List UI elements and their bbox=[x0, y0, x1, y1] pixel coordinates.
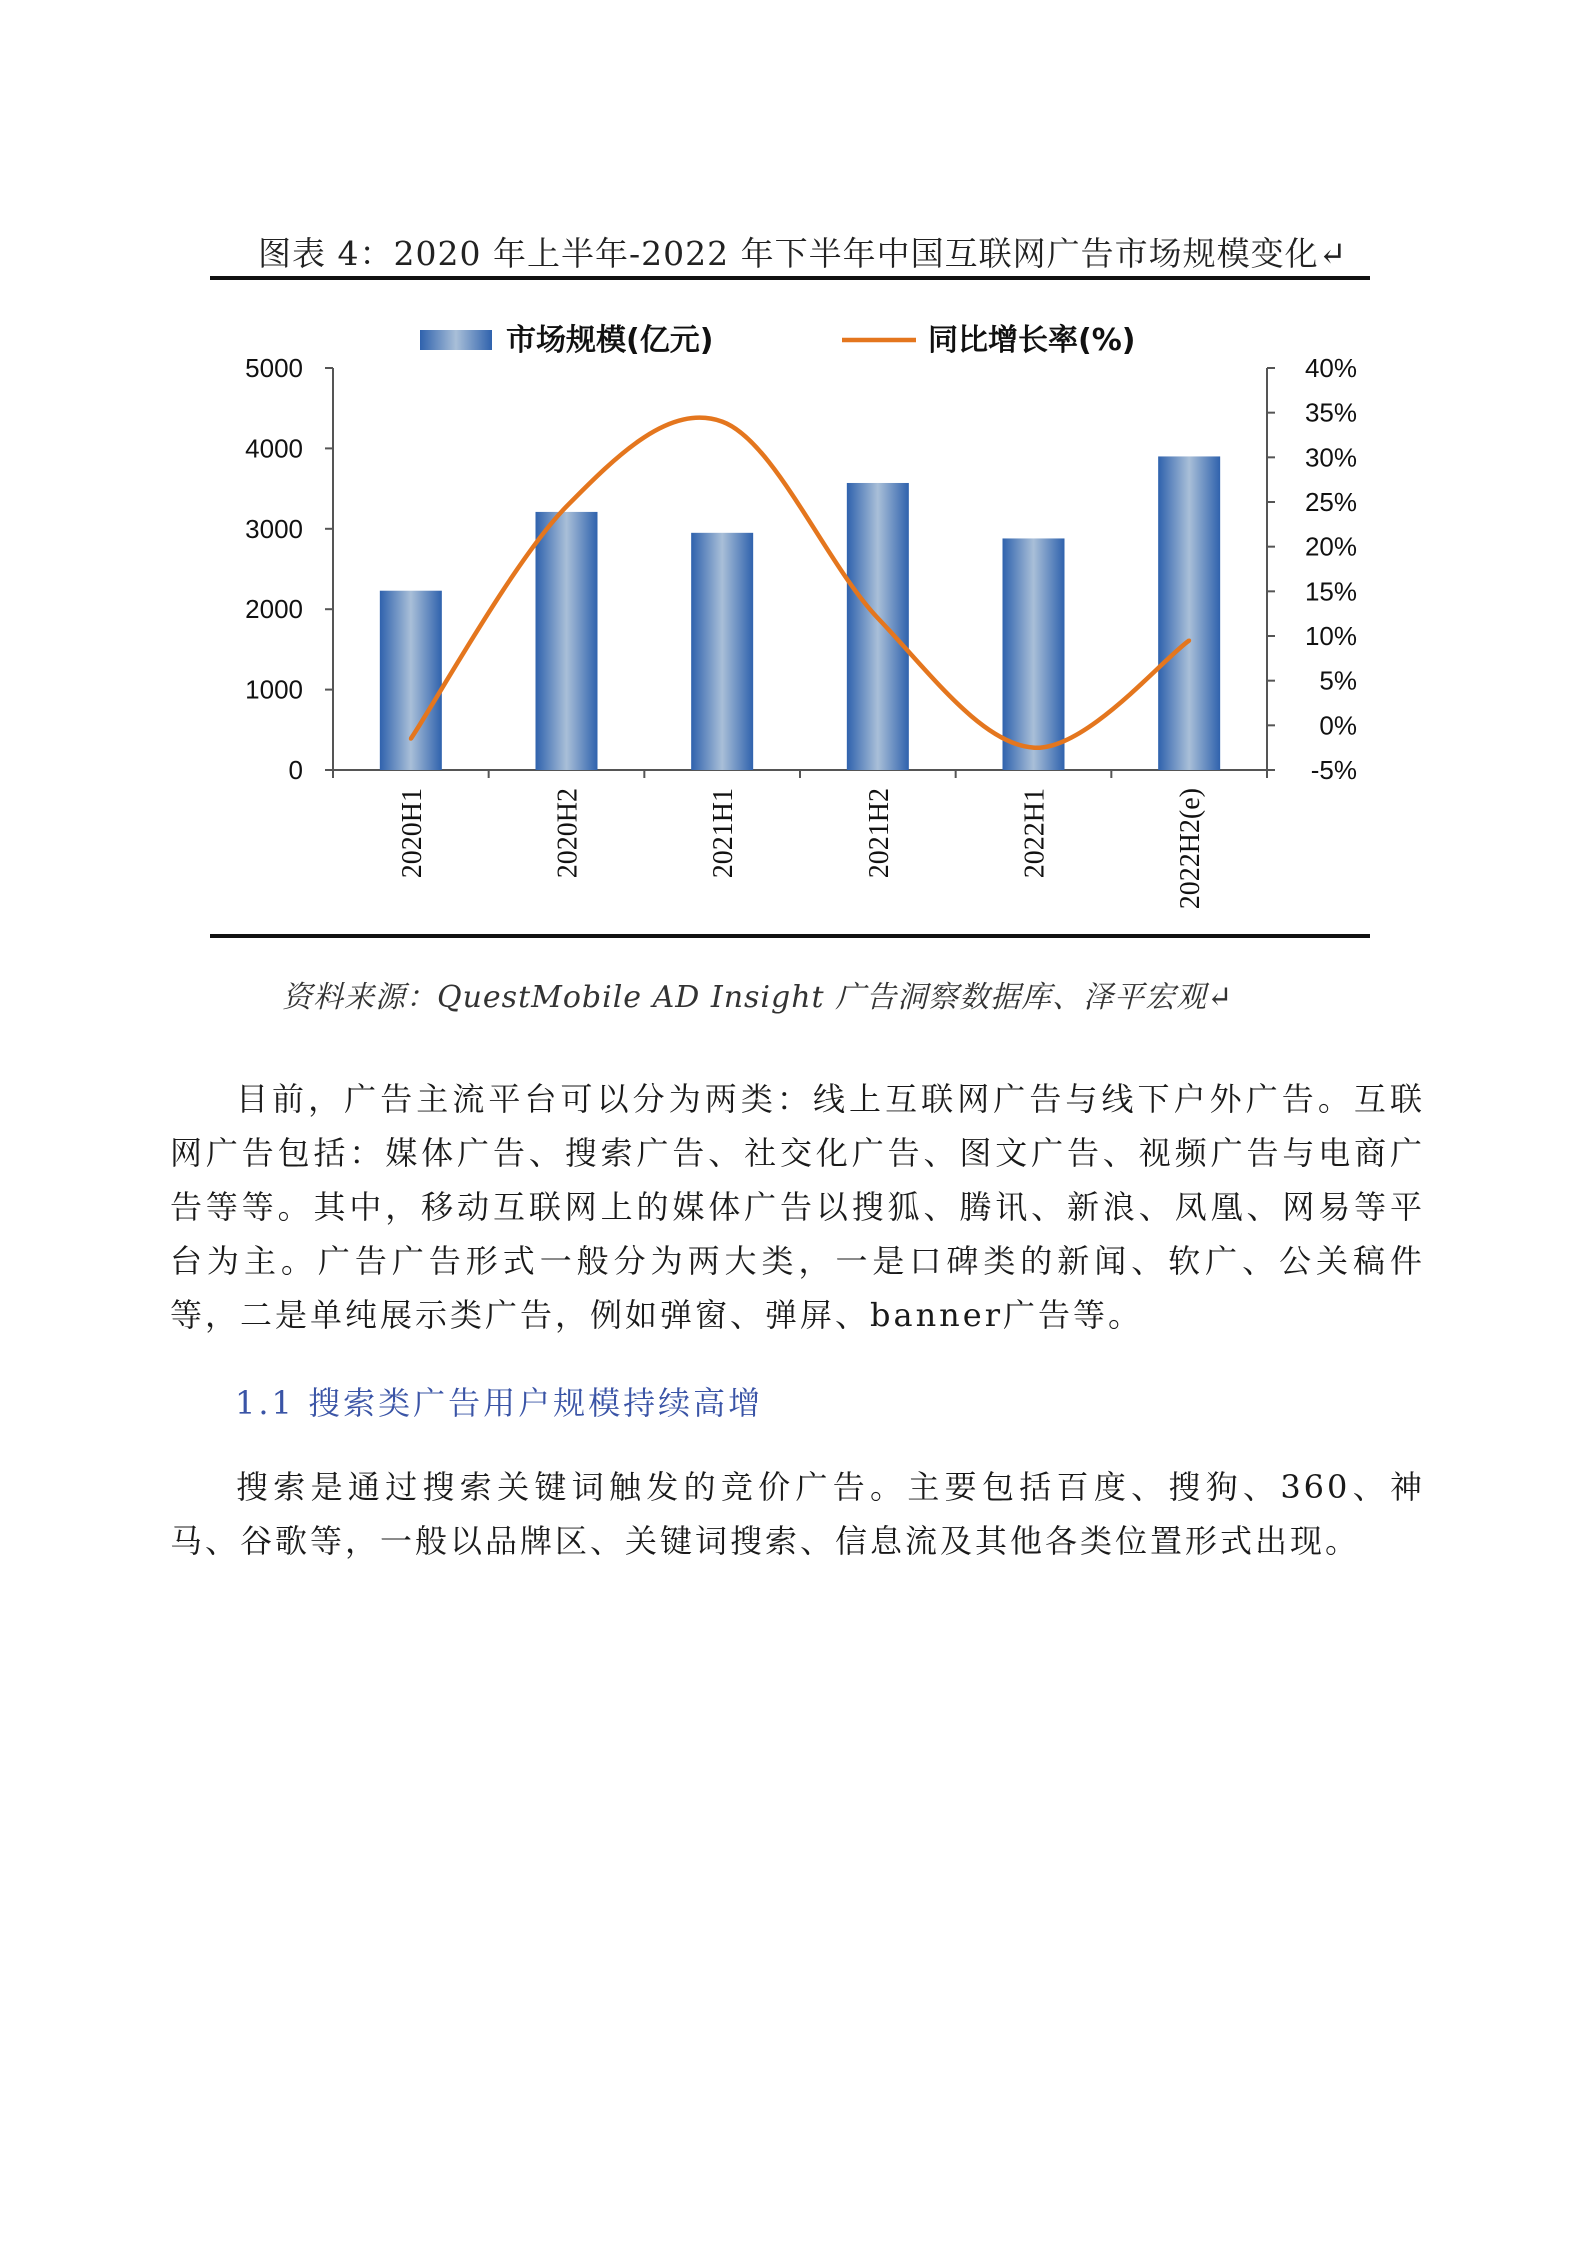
growth-point-2021H1 bbox=[720, 420, 724, 424]
left-axis-tick-label: 3000 bbox=[245, 513, 303, 544]
x-category-label: 2022H2(e) bbox=[1175, 788, 1207, 910]
right-axis-tick-label: 30% bbox=[1304, 442, 1357, 473]
x-category-label: 2021H1 bbox=[708, 788, 740, 879]
section-heading: 1.1 搜索类广告用户规模持续高增 bbox=[235, 1384, 764, 1422]
left-axis-tick-label: 0 bbox=[288, 755, 303, 785]
left-axis-tick-label: 5000 bbox=[245, 353, 303, 383]
figure-source: 资料来源：QuestMobile AD Insight 广告洞察数据库、泽平宏观↵ bbox=[282, 980, 1234, 1015]
legend-bar-label: 市场规模(亿元) bbox=[506, 323, 714, 358]
line-series bbox=[409, 418, 1191, 750]
right-axis-tick-label: 25% bbox=[1304, 487, 1357, 517]
right-axis-tick-label: 35% bbox=[1304, 397, 1357, 428]
growth-point-2020H2 bbox=[565, 504, 569, 508]
right-axis-tick-label: 10% bbox=[1304, 621, 1357, 651]
growth-point-2020H1 bbox=[409, 737, 413, 741]
x-category-label: 2021H2 bbox=[863, 788, 895, 879]
market-size-chart bbox=[210, 280, 1370, 932]
left-axis-tick-label: 1000 bbox=[245, 674, 303, 705]
legend-line-label: 同比增长率(%) bbox=[928, 323, 1136, 358]
x-category-label: 2020H1 bbox=[396, 788, 428, 879]
figure-bottom-rule bbox=[210, 934, 1370, 938]
growth-point-2021H2 bbox=[876, 616, 880, 620]
growth-point-2022H2(e) bbox=[1187, 638, 1191, 642]
figure-title: 图表 4：2020 年上半年-2022 年下半年中国互联网广告市场规模变化↵ bbox=[258, 234, 1348, 273]
x-category-label: 2020H2 bbox=[552, 788, 584, 879]
x-axis-labels bbox=[397, 788, 1206, 909]
bar-2022H1 bbox=[1003, 538, 1065, 770]
bar-2020H2 bbox=[536, 512, 598, 770]
growth-point-2022H1 bbox=[1032, 746, 1036, 750]
left-axis-tick-label: 2000 bbox=[245, 594, 303, 625]
chart-legend bbox=[420, 323, 1135, 358]
right-axis-tick-label: 5% bbox=[1319, 665, 1357, 696]
bar-2021H2 bbox=[847, 483, 909, 770]
right-axis-tick-label: 20% bbox=[1304, 531, 1357, 562]
right-axis-tick-label: 15% bbox=[1304, 576, 1357, 607]
right-axis-tick-label: -5% bbox=[1310, 755, 1357, 785]
left-axis-tick-label: 4000 bbox=[245, 433, 303, 464]
legend-bar-swatch bbox=[420, 330, 492, 350]
bar-2022H2(e) bbox=[1158, 456, 1220, 770]
body-paragraph-2: 搜索是通过搜索关键词触发的竞价广告。主要包括百度、搜狗、360、神马、谷歌等，一般以品牌区、关键词搜索、信息流及其他各类位置形式出现。 bbox=[170, 1468, 1425, 1560]
growth-rate-line bbox=[411, 418, 1189, 748]
right-axis-tick-label: 0% bbox=[1319, 710, 1357, 741]
bar-2021H1 bbox=[691, 533, 753, 770]
right-axis-tick-label: 40% bbox=[1304, 353, 1357, 383]
x-category-label: 2022H1 bbox=[1019, 788, 1051, 879]
bar-2020H1 bbox=[380, 591, 442, 770]
body-paragraph-1: 目前，广告主流平台可以分为两类：线上互联网广告与线下户外广告。互联网广告包括：媒体广告、搜索广告、社交化广告、图文广告、视频广告与电商广告等等。其中，移动互联网上的媒体广告以搜狐、腾讯、新浪、凤凰、网易等平台为主。广告广告形式一般分为两大类，一是口碑类的新闻、软广、公关稿件等，二是单纯展示类广告，例如弹窗、弹屏、banner广告等。 bbox=[170, 1080, 1425, 1334]
